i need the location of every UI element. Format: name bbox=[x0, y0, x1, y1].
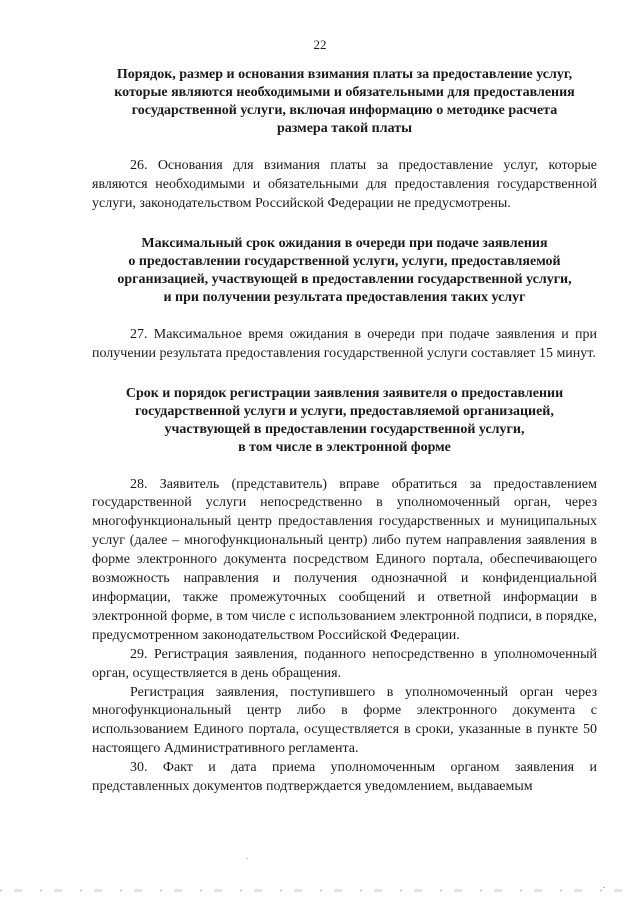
scan-speck bbox=[603, 887, 605, 888]
heading-line: государственной услуги и услуги, предоставляемой организацией, bbox=[135, 403, 554, 419]
heading-line: Порядок, размер и основания взимания платы за предоставление услуг, bbox=[116, 67, 573, 82]
scan-artifact-line bbox=[0, 889, 640, 892]
section-heading-fees bbox=[92, 66, 597, 138]
section-heading-queue-time bbox=[92, 235, 597, 307]
paragraph-26: 26. Основания для взимания платы за предоставление услуг, которые являются необходимыми и обязательными для предоставления государственной услуги, законодательством Российской Федерации не предусмотрены. bbox=[92, 158, 597, 211]
page-number: 22 bbox=[313, 37, 327, 52]
paragraph-30: 30. Факт и дата приема уполномоченным органом заявления и представленных документов подтверждается уведомлением, выдаваемым bbox=[92, 760, 597, 795]
paragraph-28: 28. Заявитель (представитель) вправе обратиться за предоставлением государственной услуги непосредственно в уполномоченный орган, через многофункциональный центр предоставления государственных и муниципальных услуг (далее – многофункциональный центр) либо путем направления заявления в форме электронного документа посредством Единого портала, обеспечивающего возможность направления и получения однозначной и конфиденциальной информации, также промежуточных сообщений и ответной информации в электронной форме, в том числе с использованием электронной подписи, в порядке, предусмотренном законодательством Российской Федерации. bbox=[92, 476, 597, 643]
paragraph-29-registration: Регистрация заявления, поступившего в уполномоченный орган через многофункциональный центр либо в форме электронного документа с использованием Единого портала, осуществляется в сроки, указанные в пункте 50 настоящего Административного регламента. bbox=[92, 684, 597, 757]
heading-line: которые являются необходимыми и обязательными для предоставления bbox=[114, 85, 575, 100]
paragraph-27: 27. Максимальное время ожидания в очереди при подаче заявления и при получении результата предоставления государственной услуги составляет 15 минут. bbox=[92, 326, 597, 361]
paragraph-29: 29. Регистрация заявления, поданного непосредственно в уполномоченный орган, осуществляется в день обращения. bbox=[92, 646, 597, 681]
heading-line: Срок и порядок регистрации заявления заявителя о предоставлении bbox=[125, 385, 564, 401]
heading-line: государственной услуги, включая информацию о методике расчета bbox=[131, 103, 558, 118]
heading-line: в том числе в электронной форме bbox=[238, 439, 451, 455]
scan-speck bbox=[246, 858, 248, 859]
section-heading-registration bbox=[92, 385, 597, 457]
heading-line: и при получении результата предоставления таких услуг bbox=[163, 289, 526, 305]
heading-line: участвующей в предоставлении государственной услуги, bbox=[164, 421, 525, 437]
heading-line: о предоставлении государственной услуги, услуги, предоставляемой bbox=[128, 253, 561, 269]
heading-line: организацией, участвующей в предоставлении государственной услуги, bbox=[117, 271, 572, 287]
document-body bbox=[92, 66, 597, 797]
heading-line: размера такой платы bbox=[276, 121, 413, 136]
heading-line: Максимальный срок ожидания в очереди при подаче заявления bbox=[141, 235, 548, 251]
